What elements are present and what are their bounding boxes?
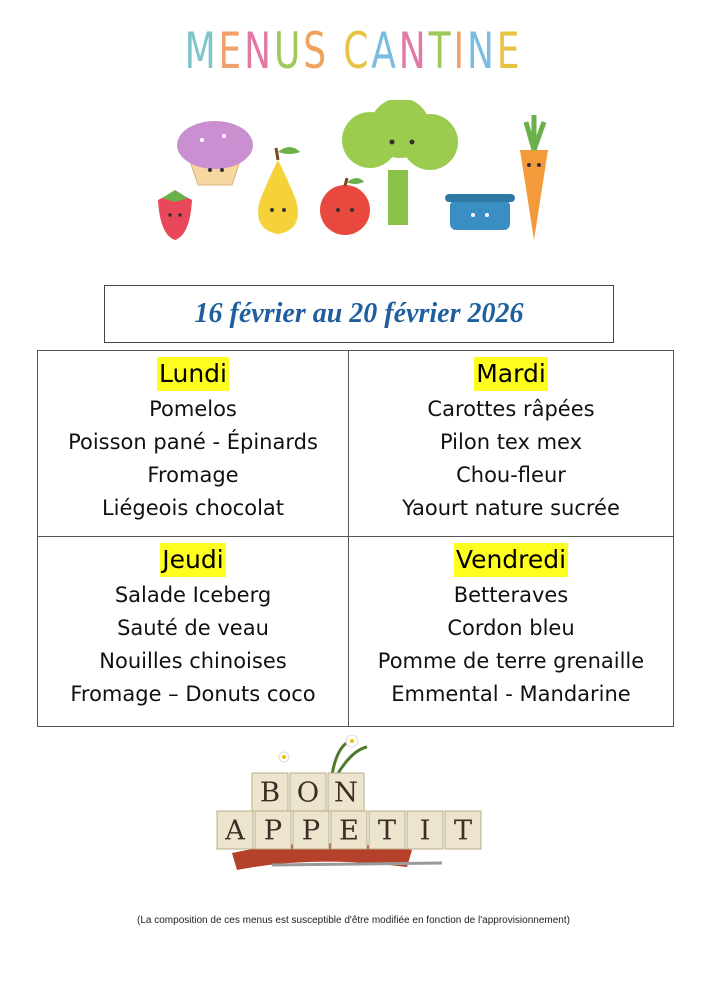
week-dates-box: [104, 285, 614, 343]
title-letter: N: [398, 22, 429, 80]
title-letter: N: [244, 22, 274, 80]
dish: Betteraves: [453, 583, 569, 607]
letter-block-char: I: [419, 815, 431, 847]
day-cell-vendredi: [349, 537, 673, 726]
letter-block-char: O: [296, 777, 320, 809]
letter-block-char: B: [259, 777, 281, 809]
apple-icon: [320, 178, 370, 235]
carrot-icon: [520, 115, 548, 240]
letter-block-char: P: [301, 815, 321, 847]
dish: Salade Iceberg: [114, 583, 272, 607]
letter-block-char: A: [225, 815, 245, 847]
flower-icon: [279, 735, 367, 775]
dish: Nouilles chinoises: [99, 649, 287, 673]
dish: Fromage: [147, 463, 239, 487]
day-cell-jeudi: [38, 537, 349, 726]
title-letter: N: [466, 22, 497, 80]
letter-blocks-top: [252, 773, 364, 811]
dish: Sauté de veau: [117, 616, 269, 640]
day-name: Vendredi: [454, 543, 568, 577]
bon-appetit-illustration: [212, 735, 492, 880]
dish: Pomme de terre grenaille: [377, 649, 645, 673]
fork-icon: [272, 863, 442, 865]
title-letter: I: [453, 22, 467, 80]
day-name: Jeudi: [160, 543, 225, 577]
pot-icon: [445, 194, 515, 230]
day-cell-mardi: [349, 351, 673, 537]
dish: Fromage – Donuts coco: [70, 682, 316, 706]
day-cell-lundi: [38, 351, 349, 537]
footer-note: (La composition de ces menus est susceptible d'être modifiée en fonction de l'approvisionnement): [137, 915, 570, 926]
title-letter: E: [496, 22, 523, 80]
dish: Chou-fleur: [456, 463, 566, 487]
title-letter: T: [428, 22, 454, 80]
title-letter: [329, 22, 343, 80]
dish: Poisson pané - Épinards: [68, 430, 318, 454]
letter-block-char: E: [339, 815, 359, 847]
dish: Emmental - Mandarine: [391, 682, 631, 706]
dish: Cordon bleu: [447, 616, 575, 640]
title-letter: A: [371, 22, 399, 80]
dish: Carottes râpées: [427, 397, 595, 421]
strawberry-icon: [158, 190, 192, 240]
letter-blocks-bottom: [217, 811, 481, 849]
page-title: [99, 22, 608, 80]
food-illustration: [140, 100, 570, 250]
letter-block-char: T: [377, 815, 397, 847]
week-dates: 16 février au 20 février 2026: [194, 298, 524, 329]
title-letter: C: [343, 22, 372, 80]
day-name: Lundi: [157, 357, 229, 391]
letter-block-char: T: [453, 815, 473, 847]
pear-icon: [258, 147, 300, 234]
letter-block-char: P: [263, 815, 283, 847]
dish: Pomelos: [149, 397, 237, 421]
title-letter: S: [303, 22, 329, 80]
title-letter: E: [218, 22, 245, 80]
title-letter: U: [273, 22, 304, 80]
dish: Yaourt nature sucrée: [402, 496, 620, 520]
dish: Liégeois chocolat: [101, 496, 285, 520]
day-name: Mardi: [474, 357, 548, 391]
title-letter: M: [184, 22, 219, 80]
menu-table: [37, 350, 674, 727]
cupcake-icon: [177, 121, 253, 185]
dish: Pilon tex mex: [439, 430, 583, 454]
letter-block-char: N: [334, 777, 358, 809]
